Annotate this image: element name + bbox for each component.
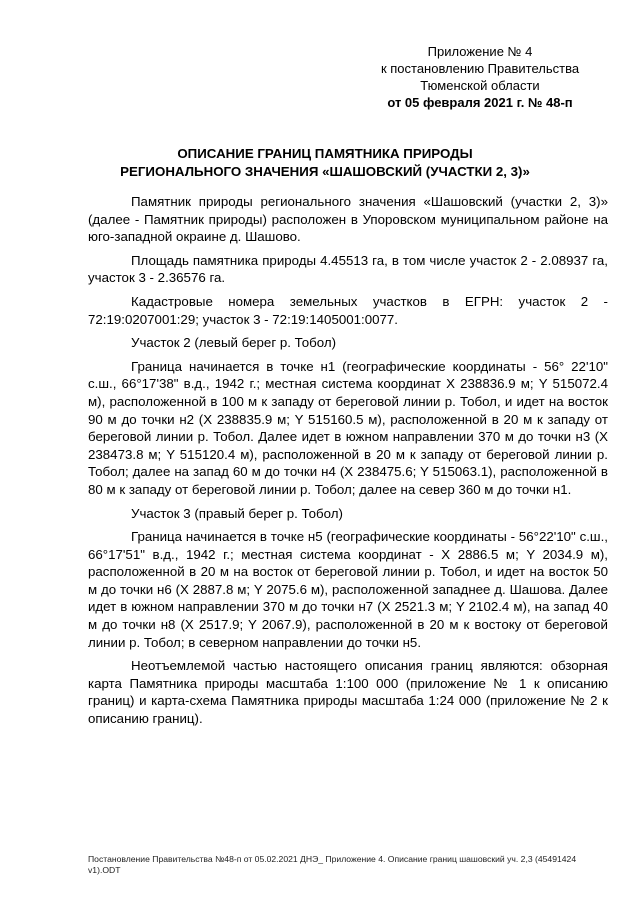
title-line-1: ОПИСАНИЕ ГРАНИЦ ПАМЯТНИКА ПРИРОДЫ — [177, 146, 473, 161]
annex-reference: к постановлению Правительства — [380, 61, 580, 76]
paragraph-plot-2-boundary: Граница начинается в точке н1 (географические координаты - 56° 22'10" с.ш., 66°17'38" в.д., 1942 г.; местная система координат X 238836.9 м; Y 515072.4 м), расположенной в 100 м к западу от береговой линии р. Тобол, и идет на восток 90 м до точки н2 (X 238835.9 м; Y 515160.5 м), расположенной в 20 м к западу от береговой линии р. Тобол. Далее идет в южном направлении 370 м до точки н3 (X 238473.8 м; Y 515120.4 м), расположенной в 20 м к западу от береговой линии р. Тобол; далее на запад 60 м до точки н4 (X 238475.6; Y 515063.1), расположенной в 80 м к западу от береговой линии р. Тобол; далее на север 360 м до точки н1. — [88, 358, 608, 497]
annex-date: от 05 февраля 2021 г. № 48-п — [387, 95, 573, 110]
paragraph-area: Площадь памятника природы 4.45513 га, в том числе участок 2 - 2.08937 га, участок 3 - 2.36576 га. — [88, 252, 608, 286]
document-title — [100, 145, 550, 181]
paragraph-location: Памятник природы регионального значения «Шашовский (участки 2, 3)» (далее - Памятник природы) расположен в Упоровском муниципальном районе на юго-западной окраине д. Шашово. — [88, 194, 608, 245]
annex-region: Тюменской области — [420, 78, 540, 93]
paragraph-plot-3-heading: Участок 3 (правый берег р. Тобол) — [131, 505, 343, 521]
annex-number: Приложение № 4 — [427, 44, 533, 59]
document-footer: Постановление Правительства №48-п от 05.02.2021 ДНЭ_ Приложение 4. Описание границ шашовский уч. 2,3 (45491424 v1).ODT — [88, 854, 577, 875]
title-line-2: РЕГИОНАЛЬНОГО ЗНАЧЕНИЯ «ШАШОВСКИЙ (УЧАСТКИ 2, 3)» — [120, 164, 530, 179]
paragraph-cadastral: Кадастровые номера земельных участков в ЕГРН: участок 2 - 72:19:0207001:29; участок 3 - 72:19:1405001:0077. — [88, 293, 608, 327]
paragraph-plot-3-boundary: Граница начинается в точке н5 (географические координаты - 56°22'10" с.ш., 66°17'51" в.д., 1942 г.; местная система координат - X 2886.5 м; Y 2034.9 м), расположенной в 20 м на восток от береговой линии р. Тобол, и идет на восток 50 м до точки н6 (X 2887.8 м; Y 2075.6 м), расположенной западнее д. Шашова. Далее идет в южном направлении 370 м до точки н7 (X 2521.3 м; Y 2102.4 м), на запад 40 м до точки н8 (X 2517.9; Y 2067.9), расположенной в 20 м к востоку от береговой линии р. Тобол; в северном направлении до точки н5. — [88, 529, 608, 650]
document-body — [88, 193, 608, 734]
paragraph-plot-2-heading: Участок 2 (левый берег р. Тобол) — [131, 335, 337, 351]
paragraph-maps: Неотъемлемой частью настоящего описания границ являются: обзорная карта Памятника природы масштаба 1:100 000 (приложение № 1 к описанию границ) и карта-схема Памятника природы масштаба 1:24 000 (приложение № 2 к описанию границ). — [88, 658, 608, 727]
annex-header — [330, 43, 630, 111]
